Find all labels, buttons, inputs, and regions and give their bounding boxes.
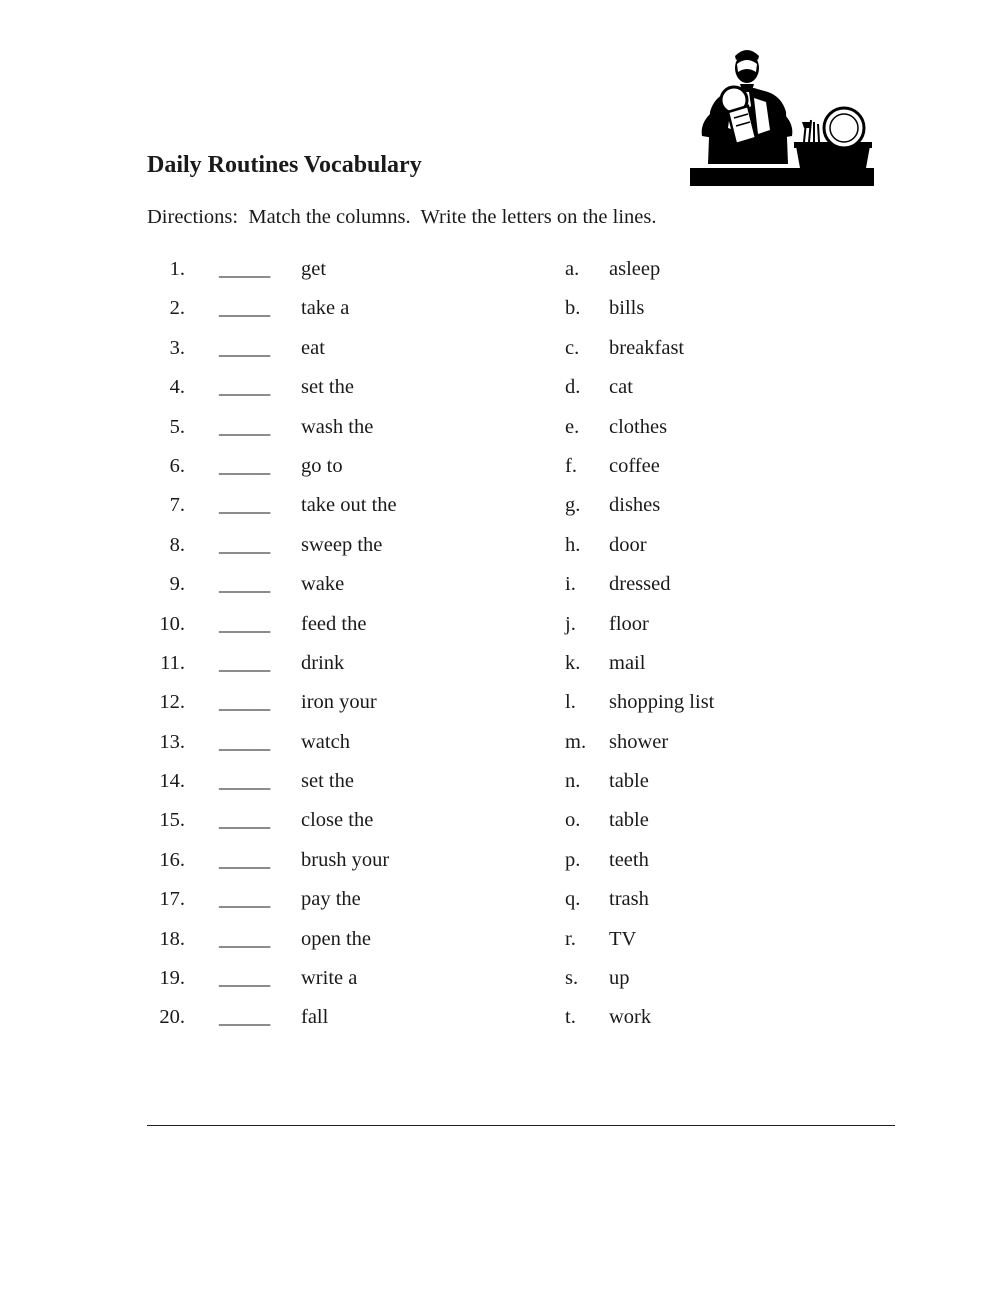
matching-list — [0, 256, 1000, 1044]
item-number: 20. — [159, 1006, 185, 1029]
list-item — [0, 965, 1000, 1004]
phrase-text: get — [301, 258, 327, 280]
option-letter: r. — [565, 927, 576, 950]
list-item — [0, 295, 1000, 334]
phrase-text: watch — [301, 730, 350, 753]
option-letter: i. — [565, 573, 576, 596]
option-text: mail — [609, 651, 646, 674]
answer-blank[interactable]: _____ — [219, 967, 271, 990]
option-text: shower — [609, 730, 669, 753]
phrase-text: wake — [301, 573, 345, 596]
option-text: dishes — [609, 494, 661, 517]
list-item — [0, 571, 1000, 610]
answer-blank[interactable]: _____ — [219, 770, 271, 793]
option-text: breakfast — [609, 336, 685, 359]
option-letter: b. — [565, 297, 581, 320]
answer-blank[interactable]: _____ — [219, 927, 271, 950]
list-item — [0, 453, 1000, 492]
option-text: trash — [609, 888, 649, 911]
phrase-text: wash the — [301, 415, 374, 438]
list-item — [0, 886, 1000, 925]
answer-blank[interactable]: _____ — [219, 376, 271, 399]
list-item — [0, 729, 1000, 768]
answer-blank[interactable]: _____ — [219, 730, 271, 753]
option-letter: g. — [565, 494, 581, 517]
item-number: 12. — [159, 691, 185, 714]
answer-blank[interactable]: _____ — [219, 691, 271, 714]
option-text: table — [609, 809, 649, 832]
list-item — [0, 926, 1000, 965]
option-text: bills — [609, 297, 645, 320]
item-number: 13. — [159, 730, 185, 753]
list-item — [0, 335, 1000, 374]
option-text: shopping list — [609, 691, 715, 714]
footer-divider — [147, 1125, 895, 1126]
option-text: door — [609, 533, 647, 556]
option-text: asleep — [609, 258, 661, 280]
option-text: dressed — [609, 573, 671, 596]
phrase-text: feed the — [301, 612, 367, 635]
option-text: TV — [609, 927, 637, 950]
option-letter: t. — [565, 1006, 576, 1029]
list-item — [0, 374, 1000, 413]
phrase-text: close the — [301, 809, 374, 832]
item-number: 11. — [160, 651, 185, 674]
option-letter: n. — [565, 770, 581, 793]
option-text: teeth — [609, 848, 649, 871]
option-text: work — [609, 1006, 652, 1029]
phrase-text: write a — [301, 967, 358, 990]
list-item — [0, 256, 1000, 295]
option-letter: k. — [565, 651, 581, 674]
list-item — [0, 847, 1000, 886]
answer-blank[interactable]: _____ — [219, 888, 271, 911]
item-number: 2. — [169, 297, 185, 320]
phrase-text: set the — [301, 376, 354, 399]
option-letter: s. — [565, 967, 579, 990]
answer-blank[interactable]: _____ — [219, 297, 271, 320]
phrase-text: open the — [301, 927, 372, 950]
option-letter: a. — [565, 258, 580, 280]
item-number: 17. — [159, 888, 185, 911]
item-number: 10. — [159, 612, 185, 635]
option-letter: d. — [565, 376, 581, 399]
answer-blank[interactable]: _____ — [219, 651, 271, 674]
option-letter: m. — [565, 730, 587, 753]
option-text: table — [609, 770, 649, 793]
option-letter: c. — [565, 336, 580, 359]
answer-blank[interactable]: _____ — [219, 573, 271, 596]
man-drying-dishes-icon — [688, 42, 876, 188]
list-item — [0, 414, 1000, 453]
phrase-text: drink — [301, 651, 345, 674]
option-letter: f. — [565, 454, 577, 477]
item-number: 7. — [169, 494, 185, 517]
answer-blank[interactable]: _____ — [219, 454, 271, 477]
phrase-text: fall — [301, 1006, 329, 1029]
list-item — [0, 611, 1000, 650]
item-number: 16. — [159, 848, 185, 871]
item-number: 6. — [169, 454, 185, 477]
option-text: coffee — [609, 454, 660, 477]
answer-blank[interactable]: _____ — [219, 533, 271, 556]
answer-blank[interactable]: _____ — [219, 1006, 271, 1029]
list-item — [0, 650, 1000, 689]
phrase-text: go to — [301, 454, 343, 477]
phrase-text: sweep the — [301, 533, 383, 556]
phrase-text: brush your — [301, 848, 390, 871]
item-number: 4. — [169, 376, 185, 399]
item-number: 19. — [159, 967, 185, 990]
answer-blank[interactable]: _____ — [219, 612, 271, 635]
phrase-text: eat — [301, 336, 325, 359]
option-text: clothes — [609, 415, 668, 438]
item-number: 15. — [159, 809, 185, 832]
worksheet-title: Daily Routines Vocabulary — [147, 152, 422, 178]
answer-blank[interactable]: _____ — [219, 415, 271, 438]
list-item — [0, 689, 1000, 728]
item-number: 18. — [159, 927, 185, 950]
answer-blank[interactable]: _____ — [219, 336, 271, 359]
item-number: 1. — [169, 258, 185, 280]
option-letter: e. — [565, 415, 580, 438]
option-letter: l. — [565, 691, 576, 714]
answer-blank[interactable]: _____ — [219, 809, 271, 832]
answer-blank[interactable]: _____ — [219, 258, 271, 280]
list-item — [0, 768, 1000, 807]
option-text: floor — [609, 612, 649, 635]
option-letter: o. — [565, 809, 581, 832]
phrase-text: iron your — [301, 691, 377, 714]
option-letter: j. — [565, 612, 576, 635]
item-number: 9. — [169, 573, 185, 596]
answer-blank[interactable]: _____ — [219, 494, 271, 517]
directions-text: Directions: Match the columns. Write the letters on the lines. — [147, 206, 657, 228]
item-number: 14. — [159, 770, 185, 793]
phrase-text: take out the — [301, 494, 397, 517]
item-number: 5. — [169, 415, 185, 438]
list-item — [0, 492, 1000, 531]
option-text: cat — [609, 376, 633, 399]
list-item — [0, 807, 1000, 846]
answer-blank[interactable]: _____ — [219, 848, 271, 871]
list-item — [0, 532, 1000, 571]
option-letter: q. — [565, 888, 581, 911]
option-letter: h. — [565, 533, 581, 556]
option-text: up — [609, 967, 630, 990]
option-letter: p. — [565, 848, 581, 871]
phrase-text: pay the — [301, 888, 361, 911]
phrase-text: take a — [301, 297, 350, 320]
item-number: 8. — [169, 533, 185, 556]
phrase-text: set the — [301, 770, 354, 793]
list-item — [0, 1004, 1000, 1043]
item-number: 3. — [169, 336, 185, 359]
